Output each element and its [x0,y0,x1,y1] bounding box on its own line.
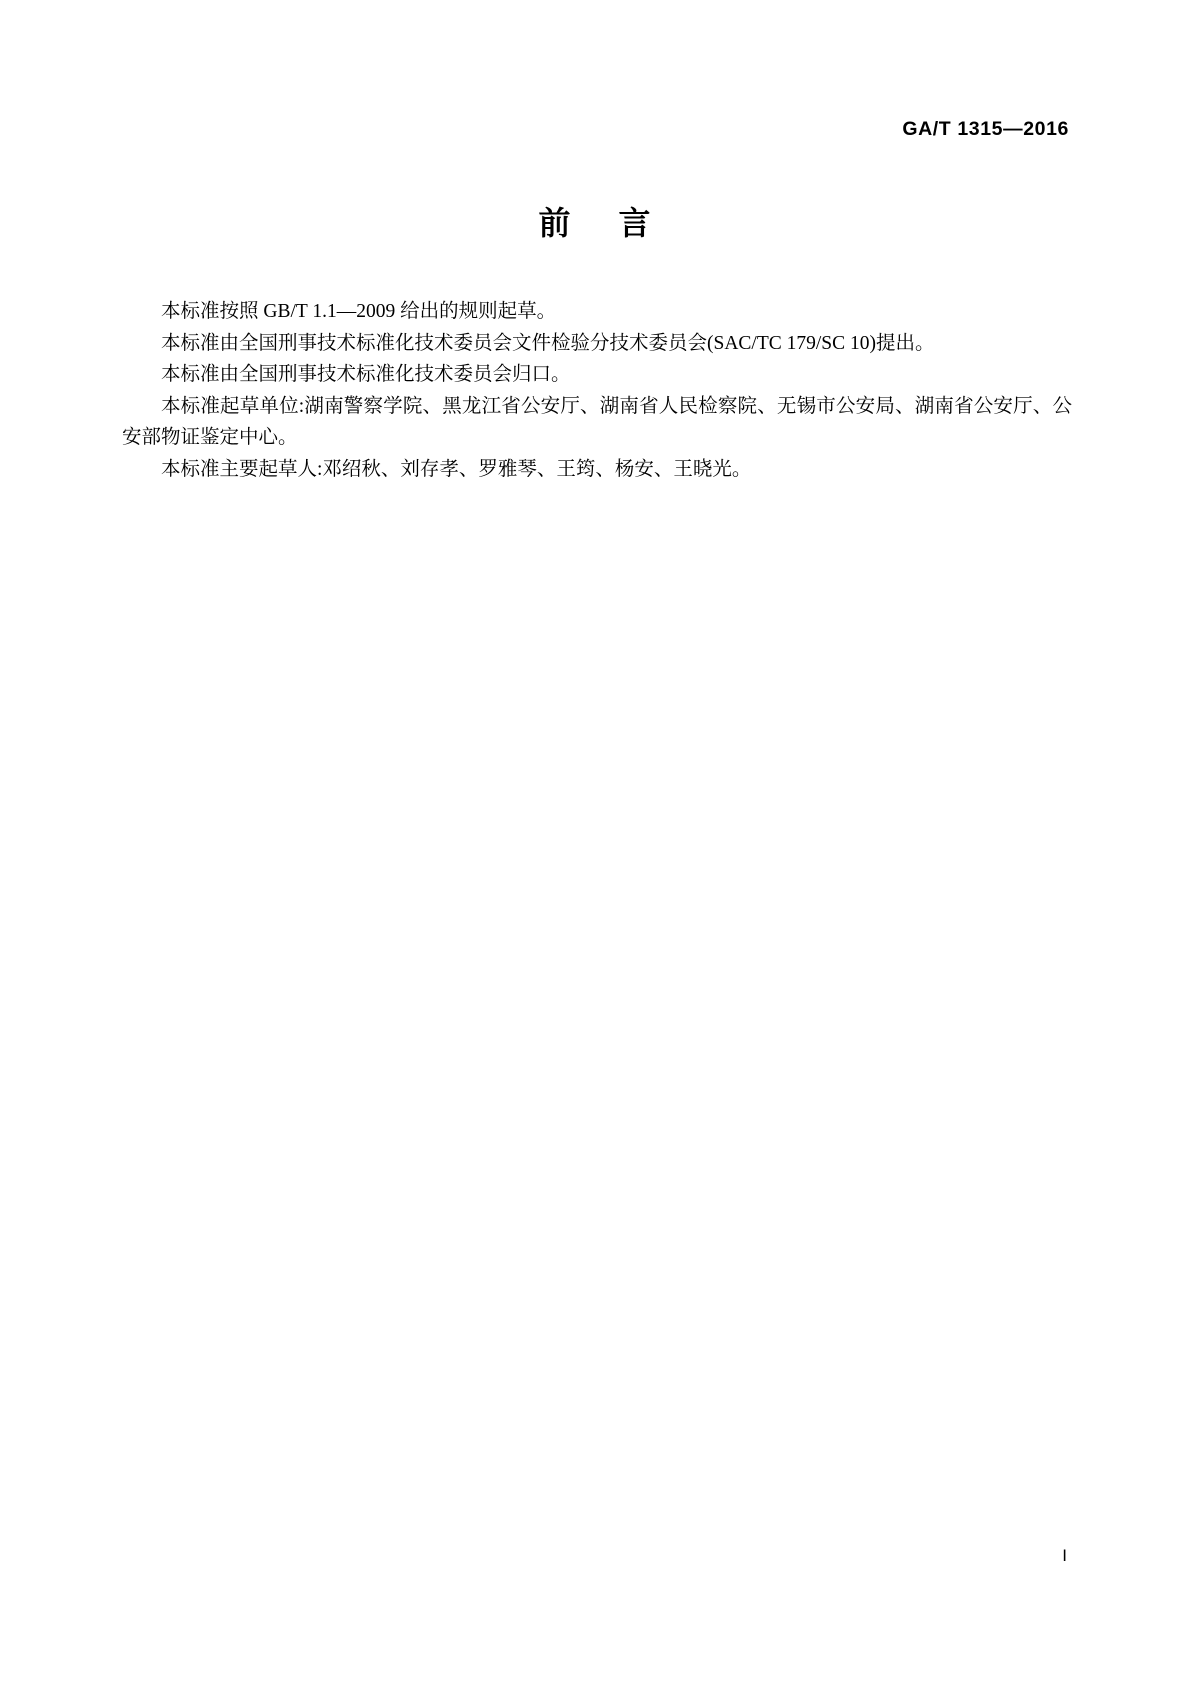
foreword-paragraph-4: 本标准起草单位:湖南警察学院、黑龙江省公安厅、湖南省人民检察院、无锡市公安局、湖南省公安厅、公安部物证鉴定中心。 [122,395,1072,448]
foreword-paragraph-3: 本标准由全国刑事技术标准化技术委员会归口。 [161,364,571,385]
page-title [0,198,1191,244]
foreword-body [122,296,1072,485]
standard-number-header: GA/T 1315—2016 [902,118,1069,140]
page-number-footer: I [1062,1546,1067,1565]
page-title-char-2: 言 [618,205,653,241]
foreword-paragraph-5: 本标准主要起草人:邓绍秋、刘存孝、罗雅琴、王筠、杨安、王晓光。 [161,458,752,480]
foreword-paragraph-2: 本标准由全国刑事技术标准化技术委员会文件检验分技术委员会(SAC/TC 179/SC 10)提出。 [161,332,935,354]
foreword-paragraph-1: 本标准按照 GB/T 1.1—2009 给出的规则起草。 [161,301,557,322]
page-title-char-1: 前 [538,205,573,241]
